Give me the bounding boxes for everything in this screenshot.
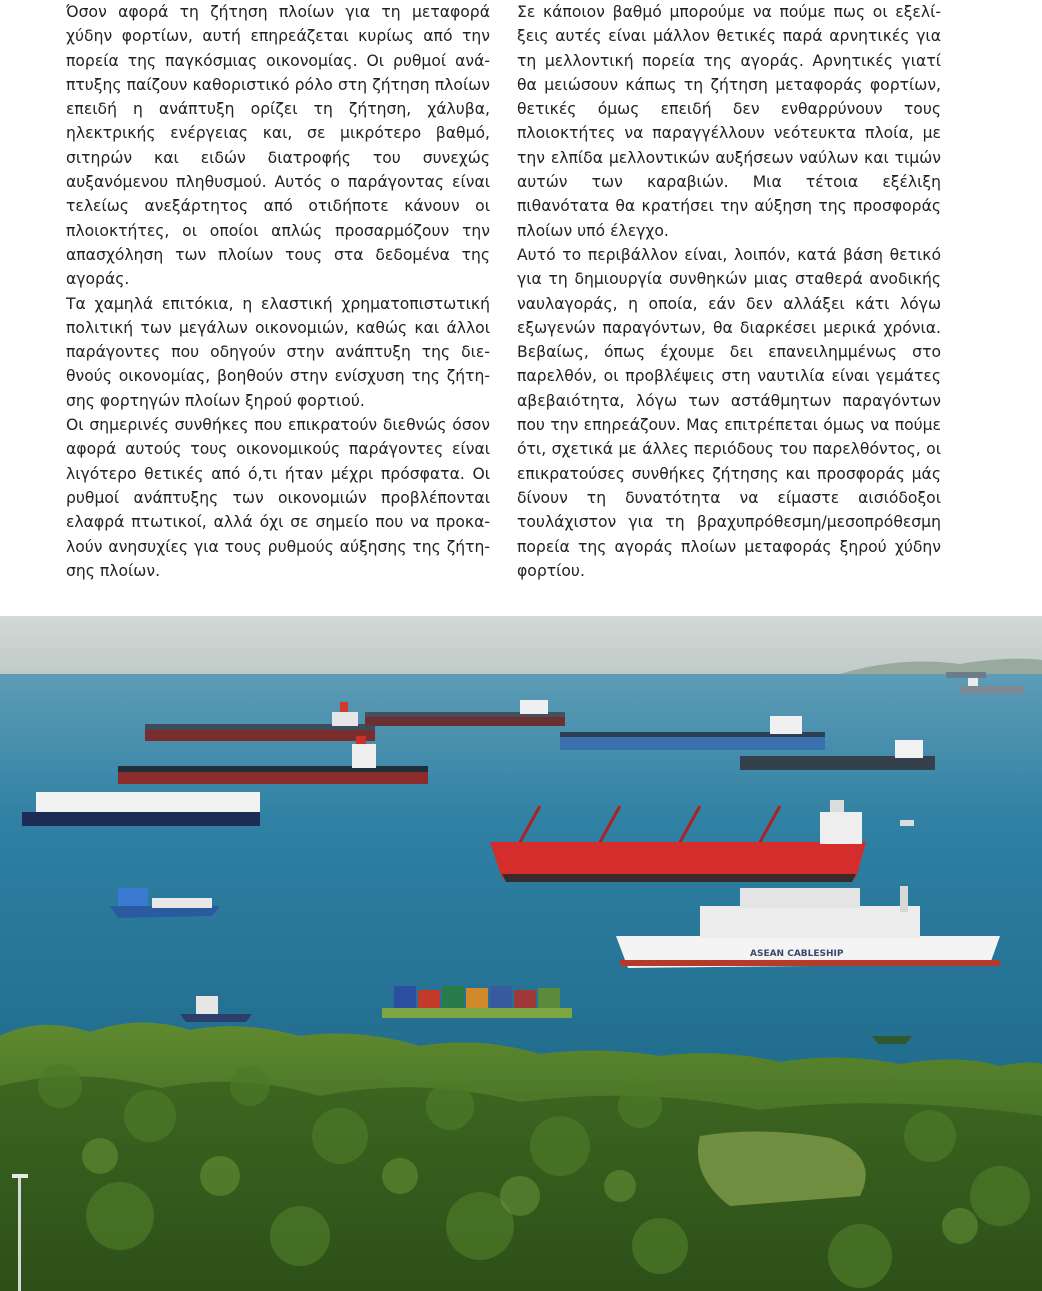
- harbor-photo: [0, 616, 1042, 1291]
- paragraph: Σε κάποιον βαθμό μπορούμε να πούμε πως οι εξελίξεις αυτές είναι μάλλον θετικές παρά αρνητικές για τη μελλοντική πορεία της αγοράς. Αρνητικές γιατί θα μειώσουν κάπως τη ζήτηση μεταφοράς φορτίων, θετικές όμως επειδή δεν ενθαρρύνουν τους πλοιοκτήτες να παραγγέλλουν νεότευκτα πλοία, με την ελπίδα μελλοντικών αυξήσεων ναύλων και τιμών αυτών των καραβιών. Μια τέτοια εξέλιξη πιθανότατα θα κρατήσει την αύξηση της προσφοράς πλοίων υπό έλεγχο.: [517, 3, 941, 240]
- article-left-column: [66, 0, 490, 583]
- paragraph: Όσον αφορά τη ζήτηση πλοίων για τη μεταφορά χύδην φορτίων, αυτή επηρεάζεται κυρίως από την πορεία της παγκόσμιας οικονομίας. Οι ρυθμοί ανάπτυξης παίζουν καθοριστικό ρόλο στη ζήτηση πλοίων επειδή η ανάπτυξη ορίζει τη ζήτηση, χάλυβα, ηλεκτρικής ενέργειας και, σε μικρότερο βαθμό, σιτηρών και ειδών διατροφής του συνεχώς αυξανόμενου πληθυσμού. Αυτός ο παράγοντας είναι τελείως ανεξάρτητος από οτιδήποτε κάνουν οι πλοιοκτήτες, οι οποίοι απλώς προσαρμόζουν την απασχόληση των πλοίων τους στα δεδομένα της αγοράς.: [66, 3, 490, 289]
- small-boat: [900, 820, 914, 826]
- paragraph: Οι σημερινές συνθήκες που επικρατούν διεθνώς όσον αφορά αυτούς τους οικονομικούς παράγοντες είναι λιγότερο θετικές από ό,τι ήταν μέχρι πρόσφατα. Οι ρυθμοί ανάπτυξης των οικονομιών προβλέπονται ελαφρά πτωτικοί, αλλά όχι σε σημείο που να προκαλούν ανησυχίες για τους ρυθμούς αύξησης της ζήτησης πλοίων.: [66, 416, 490, 580]
- ship-distant-right-2: [946, 672, 986, 678]
- lamp-post: [18, 1176, 21, 1291]
- article-right-column: [517, 0, 941, 583]
- container-barge: [382, 986, 572, 1018]
- paragraph: Αυτό το περιβάλλον είναι, λοιπόν, κατά βάση θετικό για τη δημιουργία συνθηκών μιας σταθερά ανοδικής ναυλαγοράς, η οποία, εάν δεν αλλάξει κάτι λόγω εξωγενών παραγόντων, θα διαρκέσει μερικά χρόνια. Βεβαίως, όπως έχουμε δει επανειλημμένως στο παρελθόν, οι προβλέψεις στη ναυτιλία είναι γεμάτες αβεβαιότητα, λόγω των αστάθμητων παραγόντων που την επηρεάζουν. Μας επιτρέπεται όμως να πούμε ότι, σχετικά με άλλες περιόδους του παρελθόντος, οι επικρατούσες συνθήκες ζήτησης και προσφοράς μάς δίνουν τη δυνατότητα να είμαστε αισιόδοξοι τουλάχιστον για τη βραχυπρόθεσμη/μεσοπρόθεσμη πορεία της αγοράς πλοίων μεταφοράς ξηρού χύδην φορτίου.: [517, 245, 941, 580]
- paragraph: Τα χαμηλά επιτόκια, η ελαστική χρηματοπιστωτική πολιτική των μεγάλων οικονομιών, καθώς και άλλοι παράγοντες που οδηγούν στην ανάπτυξη της διεθνούς οικονομίας, βοηθούν στην ενίσχυση της ζήτησης φορτηγών πλοίων ξηρού φορτιού.: [66, 294, 490, 410]
- car-carrier-ship: [22, 792, 260, 826]
- ship-hull-name: ASEAN CABLESHIP: [750, 949, 844, 959]
- patrol-boat: [872, 1036, 912, 1044]
- grass-clearing: [698, 1131, 866, 1206]
